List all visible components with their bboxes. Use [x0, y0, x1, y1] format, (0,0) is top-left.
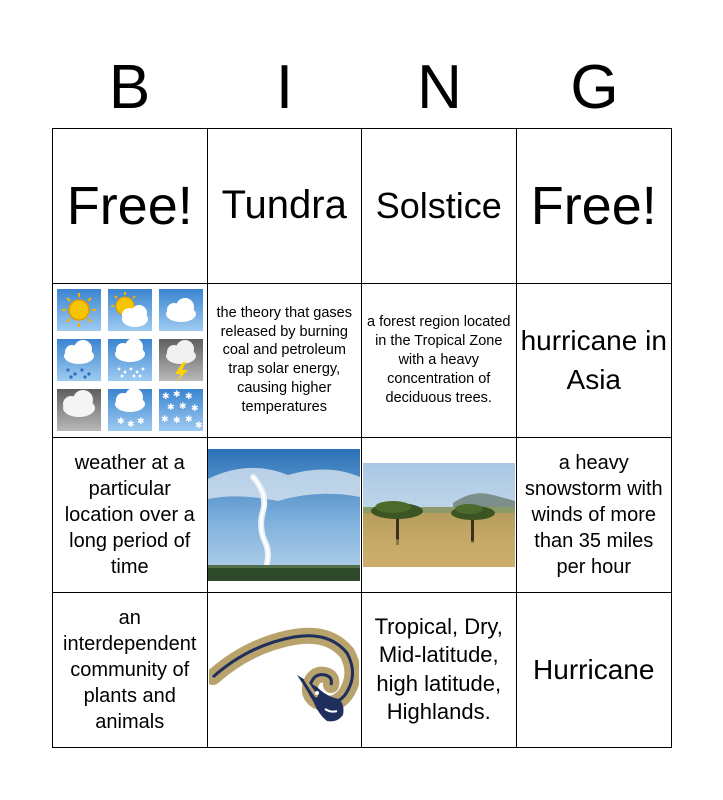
bingo-cell-climate[interactable]: weather at a particular location over a long period of time	[53, 438, 208, 593]
svg-text:✱: ✱	[126, 420, 135, 431]
weather-icons-grid	[55, 286, 205, 434]
bingo-cell-ecosystem[interactable]: an interdependent community of plants and animals	[53, 593, 208, 748]
bingo-cell-hurricane[interactable]: Hurricane	[533, 654, 655, 686]
bingo-cell-blizzard[interactable]: a heavy snowstorm with winds of more than 35 miles per hour	[517, 438, 672, 593]
bingo-cell-solstice[interactable]: Solstice	[362, 129, 517, 284]
bingo-cell-tornado-image[interactable]	[208, 438, 363, 593]
savanna-photo	[363, 463, 515, 567]
bingo-cell-typhoon[interactable]: hurricane in Asia	[517, 284, 672, 439]
bingo-cell-savanna-image[interactable]	[362, 438, 517, 593]
bingo-cell-tundra[interactable]: Tundra	[208, 129, 363, 284]
svg-text:✱: ✱	[184, 392, 193, 403]
bingo-cell-greenhouse-effect[interactable]: the theory that gases released by burning coal and petroleum trap solar energy, causing higher temperatures	[208, 284, 363, 439]
svg-text:✱: ✱	[172, 416, 181, 427]
tornado-photo	[208, 449, 360, 581]
svg-text:✱: ✱	[190, 404, 199, 415]
svg-text:✱: ✱	[194, 421, 203, 432]
bingo-cell-tropical-forest[interactable]: a forest region located in the Tropical Zone with a heavy concentration of deciduous trees.	[362, 284, 517, 439]
rams-logo	[209, 615, 359, 725]
svg-text:✱: ✱	[184, 415, 193, 426]
header-letter-b: B	[108, 53, 151, 122]
bingo-cell-free[interactable]: Free!	[517, 129, 672, 284]
header-letter-i: I	[275, 53, 294, 122]
snow-showers-icon	[115, 388, 145, 430]
header-letter-g: G	[570, 53, 619, 122]
bingo-cell-climate-regions[interactable]: Tropical, Dry, Mid-latitude, high latitude, Highlands.	[362, 593, 517, 748]
bingo-card-grid	[52, 128, 672, 748]
bingo-cell-weather-icons[interactable]	[53, 284, 208, 439]
svg-text:✱: ✱	[166, 403, 175, 414]
svg-text:✱: ✱	[136, 417, 145, 428]
svg-text:✱: ✱	[116, 417, 125, 428]
bingo-header	[52, 52, 672, 124]
svg-text:✱: ✱	[160, 415, 169, 426]
header-letter-n: N	[417, 53, 462, 122]
bingo-cell-free[interactable]: Free!	[53, 129, 208, 284]
svg-text:✱: ✱	[172, 390, 181, 401]
svg-text:✱: ✱	[178, 402, 187, 413]
svg-text:✱: ✱	[161, 392, 170, 403]
bingo-cell-rams-logo[interactable]	[208, 593, 363, 748]
